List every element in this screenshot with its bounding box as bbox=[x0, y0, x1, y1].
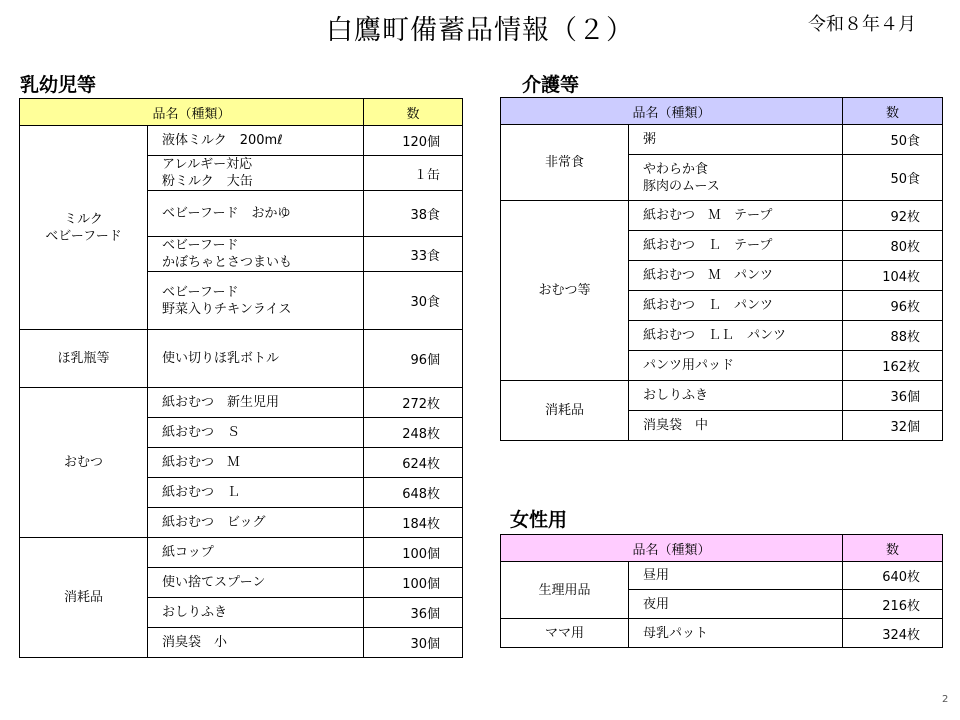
text-line: 夜用 bbox=[643, 596, 670, 612]
text-line: 野菜入りチキンライス bbox=[162, 301, 292, 317]
count-cell: 640枚 bbox=[843, 562, 943, 590]
table-row bbox=[501, 619, 943, 648]
item-name-cell bbox=[148, 568, 364, 598]
count-cell: 96枚 bbox=[843, 291, 943, 321]
text-line: ほ乳瓶等 bbox=[57, 351, 110, 366]
count-cell: 648枚 bbox=[364, 478, 463, 508]
text-line: 紙おむつ Ｍ テープ bbox=[643, 208, 773, 223]
text-line: かぼちゃとさつまいも bbox=[162, 255, 293, 270]
item-name-cell bbox=[629, 411, 843, 441]
count-cell: 96個 bbox=[364, 330, 463, 388]
item-name-cell bbox=[148, 628, 364, 658]
item-name-cell bbox=[629, 291, 843, 321]
table-row bbox=[501, 201, 943, 231]
text-line: ベビーフード bbox=[162, 284, 239, 300]
text-line: ミルク bbox=[64, 211, 103, 227]
text-line: 紙おむつ 新生児用 bbox=[162, 395, 280, 410]
item-name-cell bbox=[629, 351, 843, 381]
text-line: 紙おむつ ビッグ bbox=[162, 515, 266, 530]
count-cell: 184枚 bbox=[364, 508, 463, 538]
item-name-cell bbox=[629, 261, 843, 291]
table-row bbox=[20, 538, 463, 568]
text-line: 紙おむつ Ｌ パンツ bbox=[643, 298, 774, 313]
item-name-cell bbox=[629, 590, 843, 619]
text-line: ベビーフード bbox=[45, 228, 122, 244]
item-name-cell bbox=[629, 562, 843, 590]
count-cell: 32個 bbox=[843, 411, 943, 441]
text-line: 豚肉のムース bbox=[643, 178, 720, 194]
col-count-header: 数 bbox=[364, 99, 463, 126]
item-name-cell bbox=[148, 191, 364, 237]
table-header-row bbox=[501, 98, 943, 125]
text-line: おしりふき bbox=[162, 605, 228, 620]
col-item-header: 品名（種類） bbox=[501, 535, 843, 562]
text-line: おむつ bbox=[63, 455, 103, 470]
category-cell bbox=[20, 126, 148, 330]
text-line: 紙おむつ Ｍ パンツ bbox=[643, 268, 774, 283]
table-row bbox=[20, 388, 463, 418]
count-cell: 36個 bbox=[364, 598, 463, 628]
col-item-header: 品名（種類） bbox=[501, 98, 843, 125]
text-line: ベビーフード おかゆ bbox=[162, 206, 291, 221]
table-row bbox=[501, 381, 943, 411]
table-row bbox=[501, 125, 943, 155]
page-number: 2 bbox=[942, 694, 949, 705]
count-cell: 624枚 bbox=[364, 448, 463, 478]
col-count-header: 数 bbox=[843, 98, 943, 125]
count-cell: 248枚 bbox=[364, 418, 463, 448]
text-line: 紙おむつ Ｌ bbox=[162, 485, 241, 500]
count-cell: 88枚 bbox=[843, 321, 943, 351]
date-label: 令和８年４月 bbox=[808, 14, 916, 35]
item-name-cell bbox=[629, 155, 843, 201]
text-line: 消耗品 bbox=[544, 403, 584, 418]
item-name-cell bbox=[629, 619, 843, 648]
category-cell bbox=[501, 201, 629, 381]
item-name-cell bbox=[148, 388, 364, 418]
text-line: 紙おむつ Ｌ テープ bbox=[643, 238, 773, 253]
item-name-cell bbox=[148, 237, 364, 272]
category-cell bbox=[20, 330, 148, 388]
item-name-cell bbox=[148, 448, 364, 478]
infant-supplies-table bbox=[19, 98, 463, 658]
count-cell: 30食 bbox=[364, 272, 463, 330]
women-supplies-table bbox=[500, 534, 943, 648]
table-header-row bbox=[501, 535, 943, 562]
count-cell: 80枚 bbox=[843, 231, 943, 261]
page-title: 白鷹町備蓄品情報（２） bbox=[326, 15, 634, 46]
care-supplies-table bbox=[500, 97, 943, 441]
item-name-cell bbox=[148, 156, 364, 191]
text-line: 消耗品 bbox=[63, 590, 103, 605]
item-name-cell bbox=[629, 231, 843, 261]
text-line: 粉ミルク 大缶 bbox=[162, 174, 253, 189]
text-line: 母乳パット bbox=[643, 625, 709, 641]
count-cell: 100個 bbox=[364, 538, 463, 568]
text-line: ベビーフード bbox=[162, 238, 239, 253]
count-cell: 216枚 bbox=[843, 590, 943, 619]
table-row bbox=[20, 330, 463, 388]
item-name-cell bbox=[148, 126, 364, 156]
text-line: おしりふき bbox=[643, 388, 709, 403]
item-name-cell bbox=[148, 330, 364, 388]
infant-section-heading: 乳幼児等 bbox=[20, 74, 97, 96]
text-line: 消臭袋 小 bbox=[162, 635, 228, 650]
text-line: 紙おむつ Ｍ bbox=[162, 455, 241, 470]
text-line: 粥 bbox=[643, 132, 657, 147]
text-line: 使い切りほ乳ボトル bbox=[162, 351, 280, 366]
text-line: 消臭袋 中 bbox=[643, 418, 709, 433]
text-line: 紙コップ bbox=[162, 545, 214, 560]
col-count-header: 数 bbox=[843, 535, 943, 562]
count-cell: 38食 bbox=[364, 191, 463, 237]
item-name-cell bbox=[629, 381, 843, 411]
text-line: おむつ等 bbox=[538, 283, 591, 298]
count-cell: 120個 bbox=[364, 126, 463, 156]
text-line: 昼用 bbox=[643, 568, 670, 583]
count-cell: 272枚 bbox=[364, 388, 463, 418]
item-name-cell bbox=[148, 598, 364, 628]
count-cell: １缶 bbox=[364, 156, 463, 191]
text-line: アレルギー対応 bbox=[162, 157, 253, 172]
count-cell: 92枚 bbox=[843, 201, 943, 231]
category-cell bbox=[501, 381, 629, 441]
item-name-cell bbox=[148, 478, 364, 508]
count-cell: 324枚 bbox=[843, 619, 943, 648]
count-cell: 50食 bbox=[843, 125, 943, 155]
text-line: 紙おむつ Ｓ bbox=[162, 425, 241, 440]
text-line: やわらか食 bbox=[643, 161, 709, 177]
item-name-cell bbox=[148, 538, 364, 568]
count-cell: 104枚 bbox=[843, 261, 943, 291]
category-cell bbox=[20, 388, 148, 538]
text-line: 非常食 bbox=[544, 155, 584, 170]
text-line: 液体ミルク 200mℓ bbox=[162, 133, 283, 148]
category-cell bbox=[501, 562, 629, 619]
count-cell: 36個 bbox=[843, 381, 943, 411]
item-name-cell bbox=[629, 125, 843, 155]
category-cell bbox=[20, 538, 148, 658]
item-name-cell bbox=[148, 418, 364, 448]
text-line: 使い捨てスプーン bbox=[162, 575, 266, 590]
count-cell: 30個 bbox=[364, 628, 463, 658]
table-header-row bbox=[20, 99, 463, 126]
count-cell: 50食 bbox=[843, 155, 943, 201]
text-line: 紙おむつ ＬＬ パンツ bbox=[643, 328, 787, 343]
col-item-header: 品名（種類） bbox=[20, 99, 364, 126]
item-name-cell bbox=[629, 321, 843, 351]
category-cell bbox=[501, 125, 629, 201]
item-name-cell bbox=[148, 508, 364, 538]
text-line: 生理用品 bbox=[538, 582, 591, 598]
care-section-heading: 介護等 bbox=[522, 74, 580, 96]
category-cell bbox=[501, 619, 629, 648]
table-row bbox=[20, 126, 463, 156]
count-cell: 100個 bbox=[364, 568, 463, 598]
text-line: ママ用 bbox=[544, 625, 584, 641]
count-cell: 162枚 bbox=[843, 351, 943, 381]
text-line: パンツ用パッド bbox=[643, 358, 735, 373]
item-name-cell bbox=[148, 272, 364, 330]
women-section-heading: 女性用 bbox=[510, 509, 568, 531]
item-name-cell bbox=[629, 201, 843, 231]
count-cell: 33食 bbox=[364, 237, 463, 272]
table-row bbox=[501, 562, 943, 590]
